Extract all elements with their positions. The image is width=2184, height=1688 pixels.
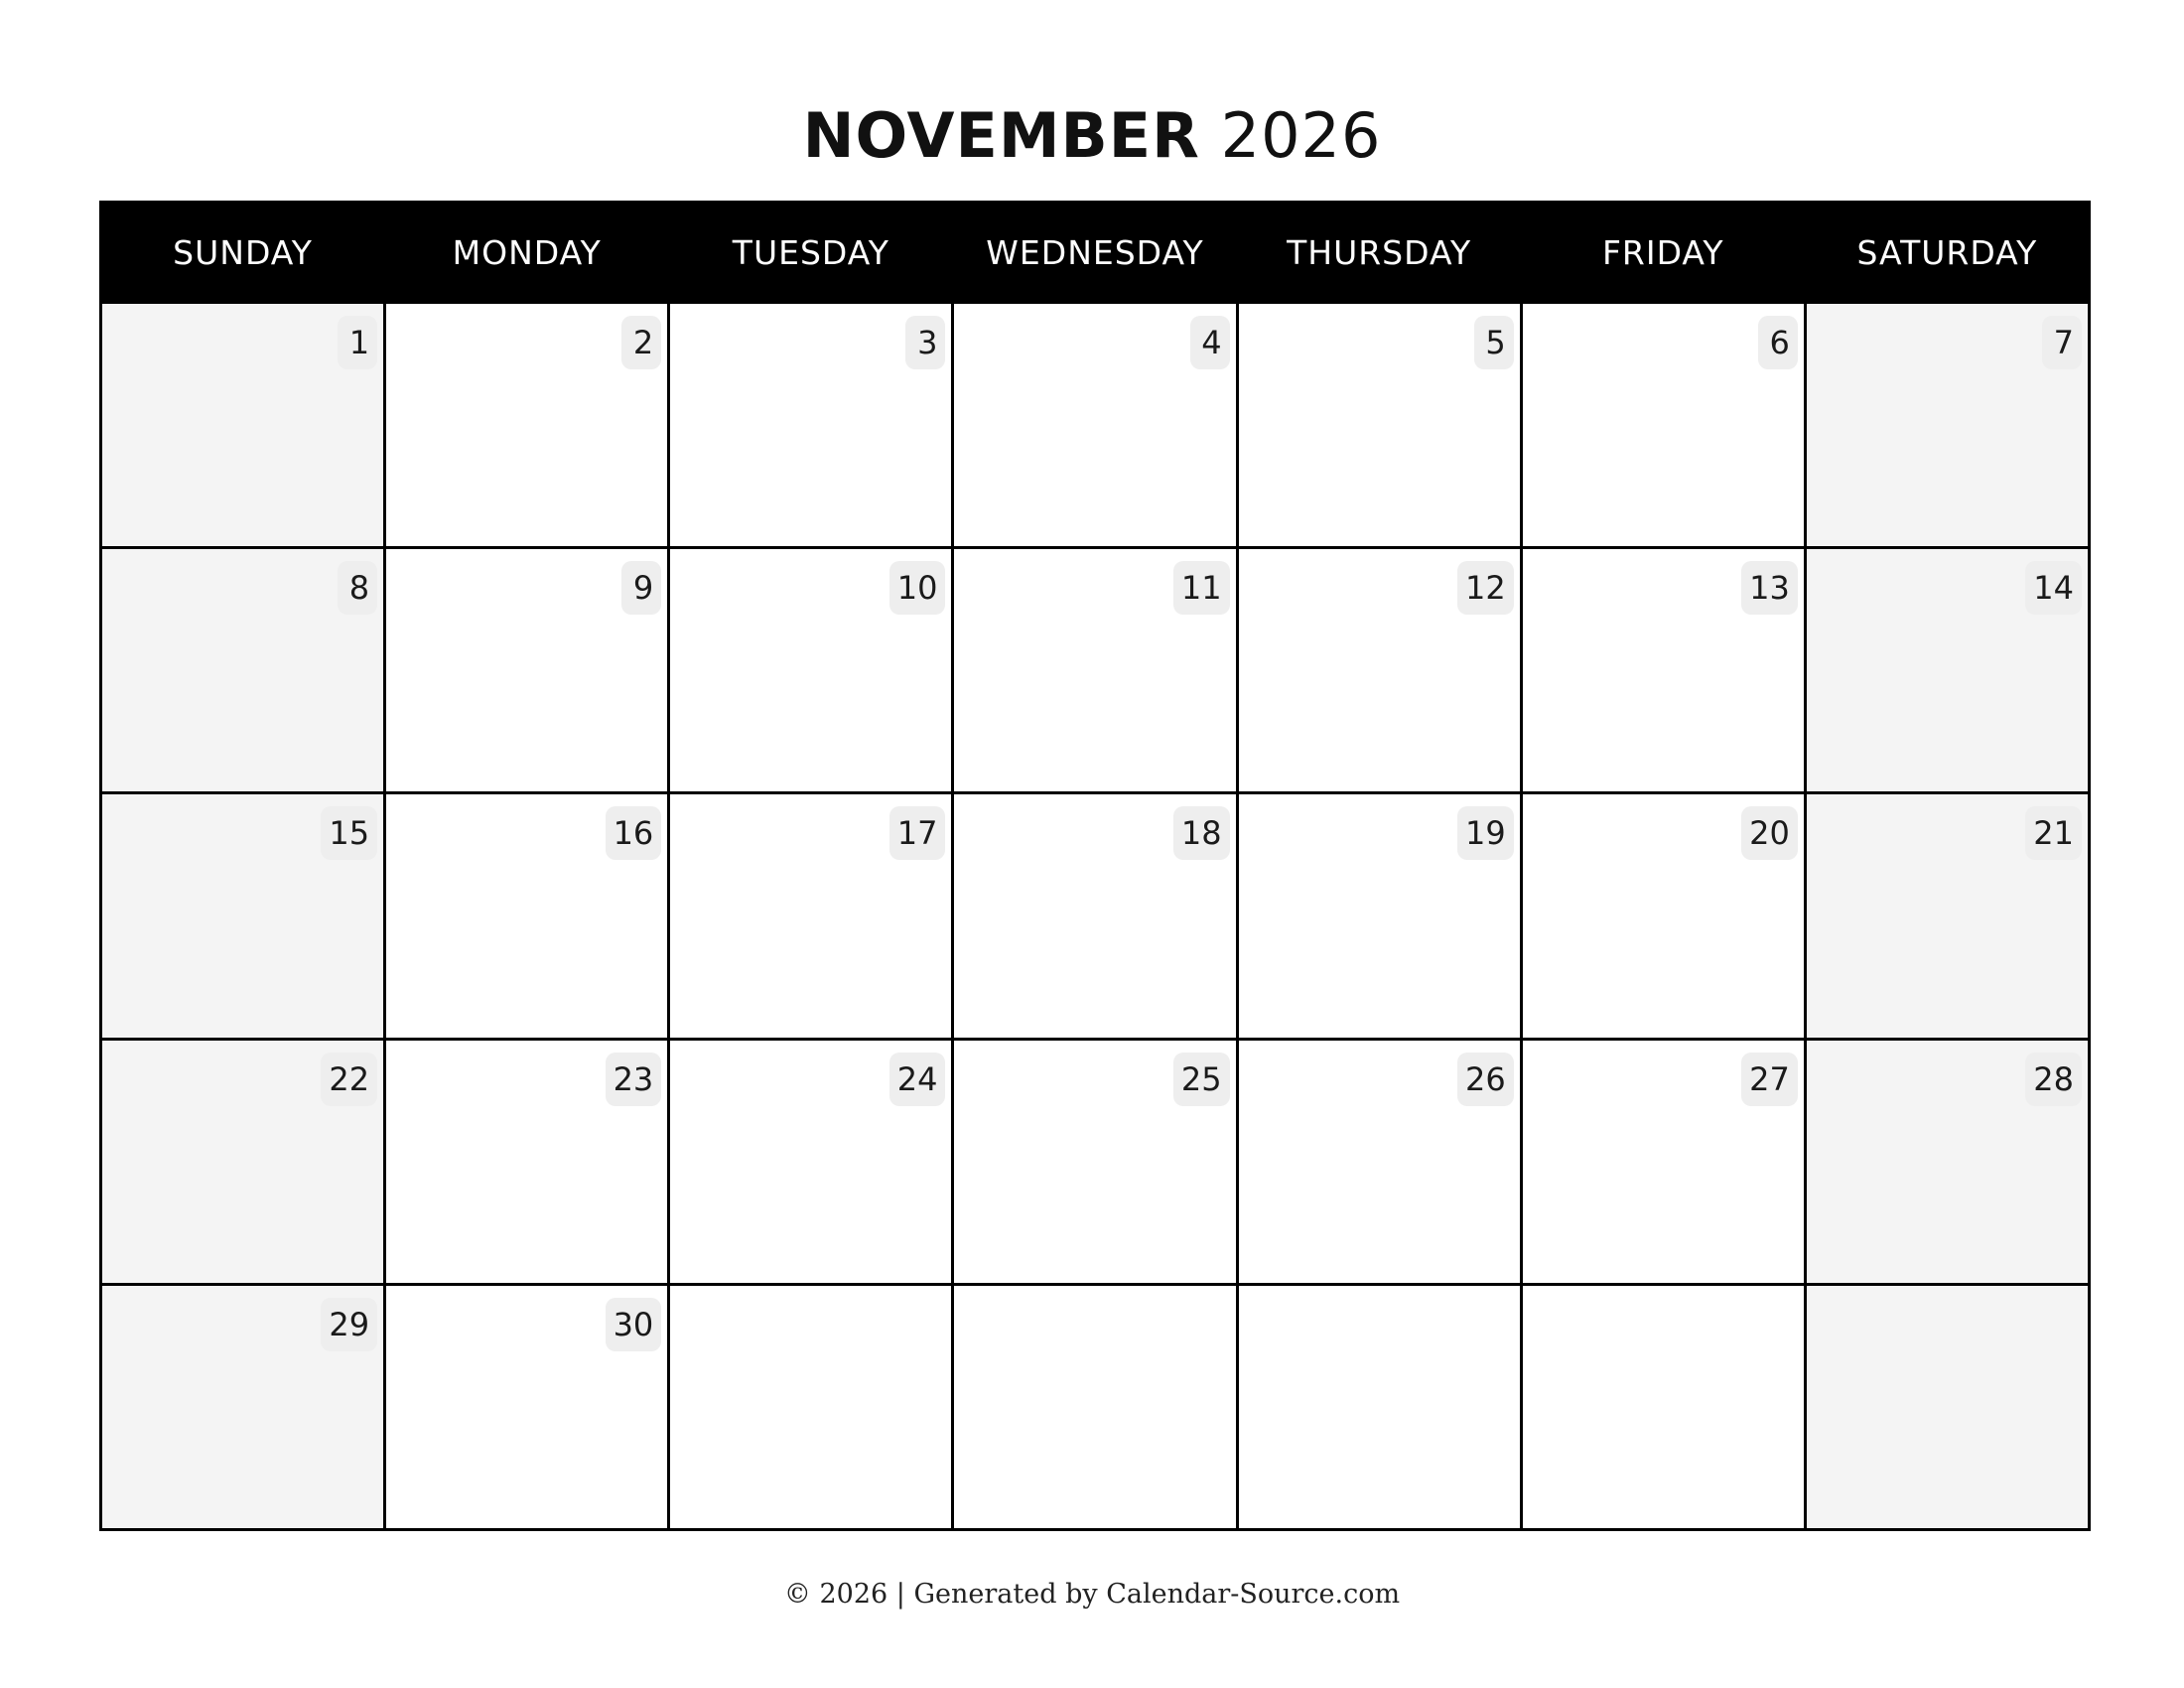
day-cell <box>1807 549 2088 791</box>
footer-credit: © 2026 | Generated by Calendar-Source.com <box>783 1579 1401 1610</box>
date-number: 22 <box>321 1053 377 1106</box>
date-number: 9 <box>621 561 661 615</box>
day-cell <box>1523 304 1804 546</box>
title-year: 2026 <box>1220 99 1382 172</box>
weekday-header-sunday: SUNDAY <box>102 204 383 301</box>
weekday-header-monday: MONDAY <box>386 204 667 301</box>
date-number: 17 <box>889 806 946 860</box>
date-number: 1 <box>338 316 377 369</box>
date-number: 16 <box>606 806 662 860</box>
date-number: 11 <box>1173 561 1230 615</box>
date-number: 6 <box>1758 316 1798 369</box>
weekday-header-friday: FRIDAY <box>1523 204 1804 301</box>
day-cell <box>1807 794 2088 1037</box>
date-number: 15 <box>321 806 377 860</box>
day-cell <box>386 549 667 791</box>
date-number: 3 <box>905 316 945 369</box>
date-number: 20 <box>1741 806 1798 860</box>
title-month: NOVEMBER <box>802 99 1200 172</box>
day-cell <box>386 304 667 546</box>
date-number: 26 <box>1457 1053 1514 1106</box>
day-cell <box>954 794 1235 1037</box>
calendar-grid <box>99 201 2091 1531</box>
date-number: 14 <box>2025 561 2082 615</box>
day-cell <box>670 794 951 1037</box>
day-cell <box>1239 1286 1520 1528</box>
day-cell <box>1523 794 1804 1037</box>
day-cell <box>1807 1286 2088 1528</box>
date-number: 28 <box>2025 1053 2082 1106</box>
date-number: 8 <box>338 561 377 615</box>
day-cell <box>102 304 383 546</box>
day-cell <box>670 1041 951 1283</box>
weekday-header-wednesday: WEDNESDAY <box>954 204 1235 301</box>
date-number: 7 <box>2042 316 2082 369</box>
day-cell <box>954 304 1235 546</box>
date-number: 25 <box>1173 1053 1230 1106</box>
weekday-header-tuesday: TUESDAY <box>670 204 951 301</box>
date-number: 19 <box>1457 806 1514 860</box>
date-number: 23 <box>606 1053 662 1106</box>
weekday-header-thursday: THURSDAY <box>1239 204 1520 301</box>
day-cell <box>1807 1041 2088 1283</box>
day-cell <box>670 549 951 791</box>
weekday-header-saturday: SATURDAY <box>1807 204 2088 301</box>
day-cell <box>1807 304 2088 546</box>
date-number: 4 <box>1190 316 1230 369</box>
day-cell <box>386 794 667 1037</box>
day-cell <box>954 1041 1235 1283</box>
day-cell <box>670 304 951 546</box>
day-cell <box>1523 549 1804 791</box>
date-number: 29 <box>321 1298 377 1351</box>
date-number: 5 <box>1474 316 1514 369</box>
day-cell <box>1239 304 1520 546</box>
date-number: 18 <box>1173 806 1230 860</box>
calendar-title <box>0 91 2184 181</box>
day-cell <box>386 1041 667 1283</box>
day-cell <box>1523 1286 1804 1528</box>
date-number: 2 <box>621 316 661 369</box>
day-cell <box>1523 1041 1804 1283</box>
date-number: 27 <box>1741 1053 1798 1106</box>
day-cell <box>102 794 383 1037</box>
day-cell <box>670 1286 951 1528</box>
day-cell <box>1239 1041 1520 1283</box>
date-number: 12 <box>1457 561 1514 615</box>
date-number: 24 <box>889 1053 946 1106</box>
day-cell <box>954 549 1235 791</box>
date-number: 13 <box>1741 561 1798 615</box>
day-cell <box>386 1286 667 1528</box>
day-cell <box>102 1041 383 1283</box>
day-cell <box>102 549 383 791</box>
day-cell <box>102 1286 383 1528</box>
date-number: 21 <box>2025 806 2082 860</box>
day-cell <box>1239 549 1520 791</box>
date-number: 10 <box>889 561 946 615</box>
date-number: 30 <box>606 1298 662 1351</box>
day-cell <box>954 1286 1235 1528</box>
day-cell <box>1239 794 1520 1037</box>
